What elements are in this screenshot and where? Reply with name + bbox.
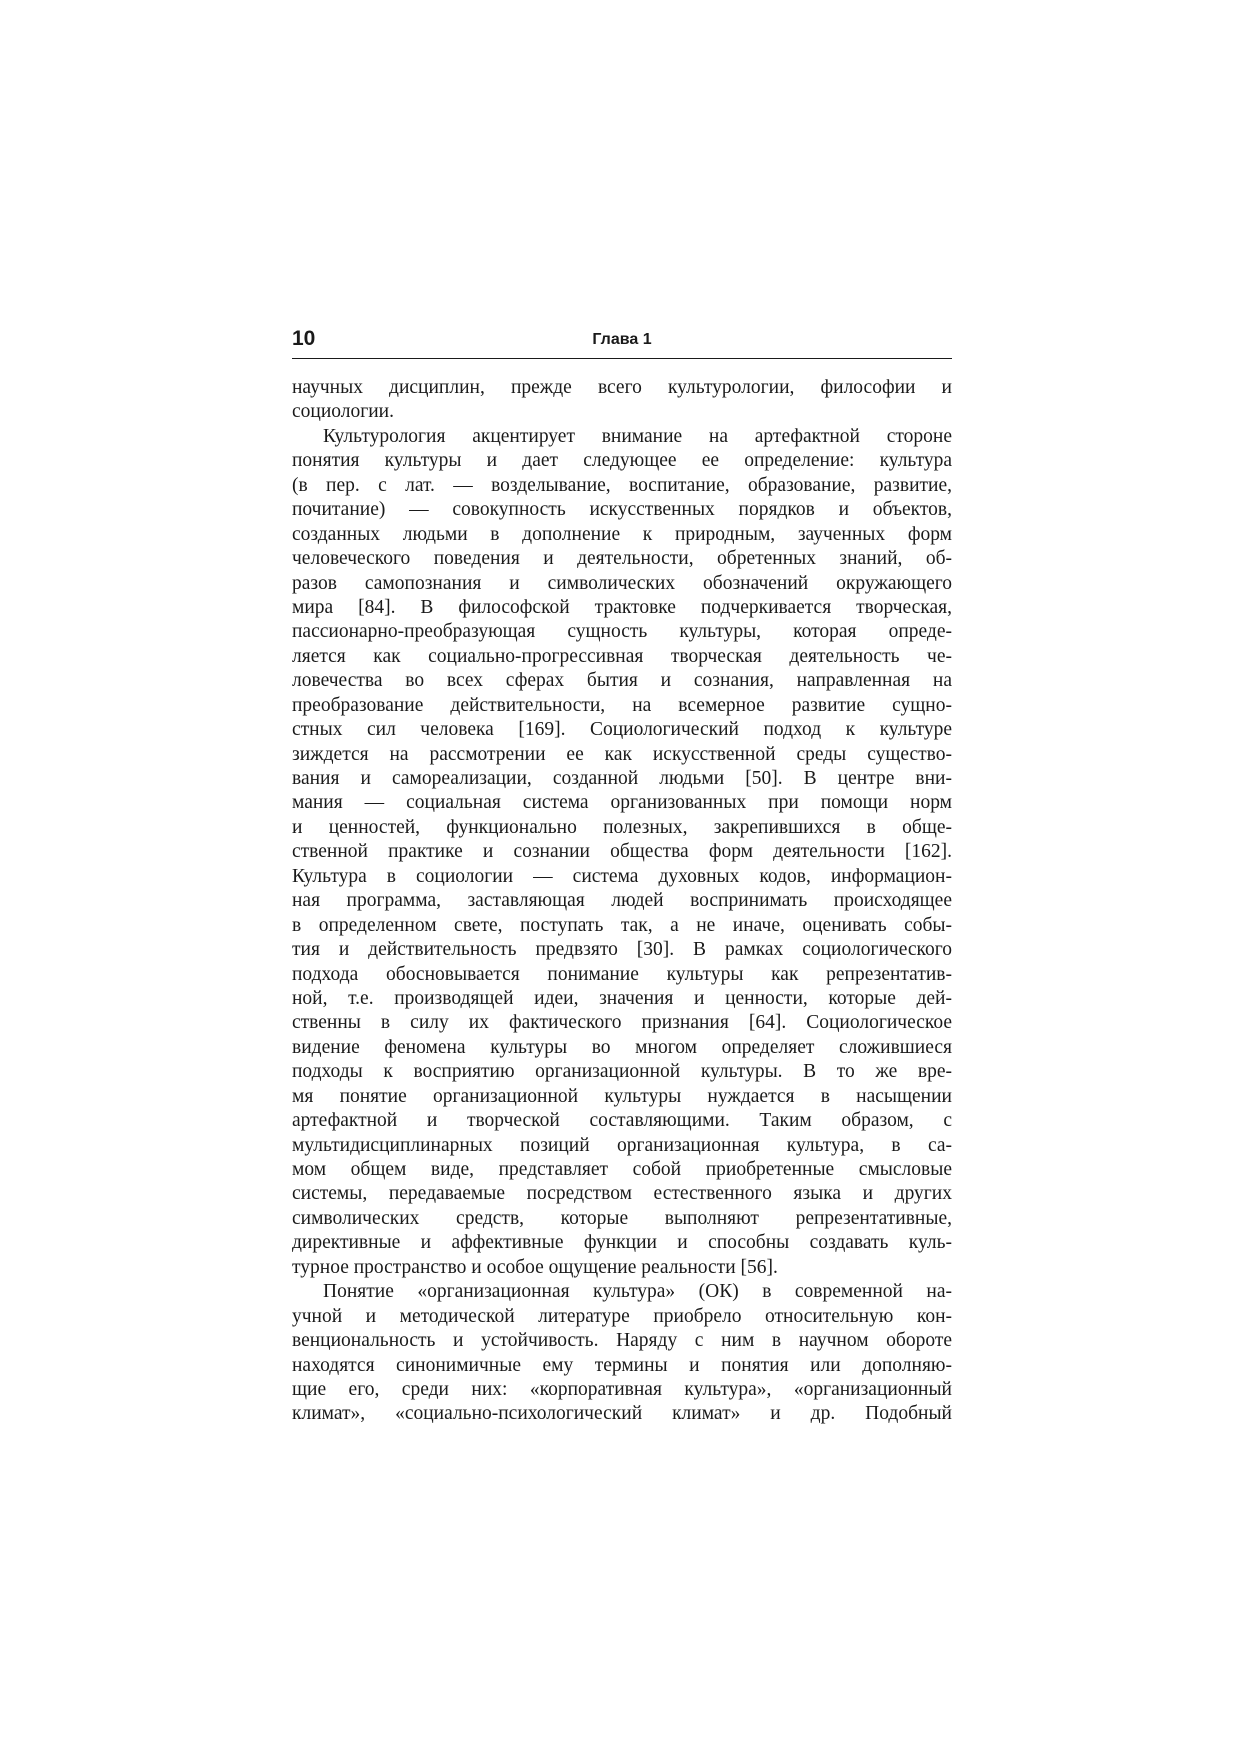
running-head: Глава 1	[592, 331, 652, 348]
text-line: мом общем виде, представляет собой приобретенные смысловые	[292, 1159, 952, 1180]
text-line: и ценностей, функционально полезных, закрепившихся в обще-	[292, 816, 952, 838]
text-line: созданных людьми в дополнение к природным, заученных форм	[292, 523, 952, 545]
text-line: подходы к восприятию организационной культуры. В то же вре-	[292, 1061, 952, 1083]
text-line: мира [84]. В философской трактовке подчеркивается творческая,	[292, 596, 952, 618]
text-line: ная программа, заставляющая людей воспринимать происходящее	[292, 890, 952, 912]
text-line: ственны в силу их фактического признания [64]. Социологическое	[292, 1012, 952, 1034]
text-line: артефактной и творческой составляющими. Таким образом, с	[292, 1110, 952, 1132]
text-line: социологии.	[292, 401, 394, 423]
text-line: системы, передаваемые посредством естественного языка и других	[292, 1183, 952, 1205]
text-line: символических средств, которые выполняют репрезентативные,	[292, 1207, 952, 1229]
text-line: научных дисциплин, прежде всего культурологии, философии и	[292, 377, 952, 398]
text-line: видение феномена культуры во многом определяет сложившиеся	[292, 1036, 952, 1058]
text-line: Культурология акцентирует внимание на артефактной стороне	[323, 425, 952, 447]
page-header	[292, 326, 952, 359]
text-line: учной и методической литературе приобрело относительную кон-	[292, 1305, 952, 1327]
text-line: разов самопознания и символических обозначений окружающего	[292, 572, 952, 594]
text-line: щие его, среди них: «корпоративная культура», «организационный	[292, 1378, 952, 1400]
text-line: понятия культуры и дает следующее ее определение: культура	[292, 450, 952, 472]
text-line: ловечества во всех сферах бытия и сознания, направленная на	[292, 670, 952, 692]
page-number: 10	[292, 327, 316, 350]
text-line: пассионарно-преобразующая сущность культуры, которая опреде-	[292, 621, 952, 643]
text-line: преобразование действительности, на всемерное развитие сущно-	[292, 694, 952, 716]
text-line: подхода обосновывается понимание культуры как репрезентатив-	[292, 963, 952, 985]
text-line: мультидисциплинарных позиций организационная культура, в са-	[292, 1134, 952, 1156]
text-line: ственной практике и сознании общества форм деятельности [162].	[292, 841, 952, 863]
text-line: директивные и аффективные функции и способны создавать куль-	[292, 1232, 952, 1254]
text-line: человеческого поведения и деятельности, обретенных знаний, об-	[292, 548, 952, 570]
text-line: тия и действительность предвзято [30]. В рамках социологического	[292, 939, 952, 961]
text-line: ляется как социально-прогрессивная творческая деятельность че-	[292, 645, 952, 667]
text-line: венциональность и устойчивость. Наряду с ним в научном обороте	[292, 1330, 952, 1352]
text-line: турное пространство и особое ощущение реальности [56].	[292, 1256, 778, 1278]
text-line: (в пер. с лат. — возделывание, воспитание, образование, развитие,	[292, 474, 952, 496]
text-line: климат», «социально-психологический климат» и др. Подобный	[292, 1403, 952, 1425]
text-line: находятся синонимичные ему термины и понятия или дополняю-	[292, 1354, 952, 1376]
text-line: зиждется на рассмотрении ее как искусственной среды существо-	[292, 743, 952, 765]
text-line: Культура в социологии — система духовных кодов, информацион-	[292, 865, 952, 887]
text-line: Понятие «организационная культура» (ОК) в современной на-	[323, 1281, 952, 1303]
text-line: ной, т.е. производящей идеи, значения и ценности, которые дей-	[292, 987, 952, 1009]
text-line: в определенном свете, поступать так, а не иначе, оценивать собы-	[292, 914, 952, 936]
text-line: почитание) — совокупность искусственных порядков и объектов,	[292, 499, 952, 521]
text-line: стных сил человека [169]. Социологический подход к культуре	[292, 719, 952, 741]
text-line: мя понятие организационной культуры нуждается в насыщении	[292, 1085, 952, 1107]
text-line: вания и самореализации, созданной людьми [50]. В центре вни-	[292, 768, 952, 789]
text-line: мания — социальная система организованных при помощи норм	[292, 792, 952, 814]
body-text	[292, 376, 952, 1427]
